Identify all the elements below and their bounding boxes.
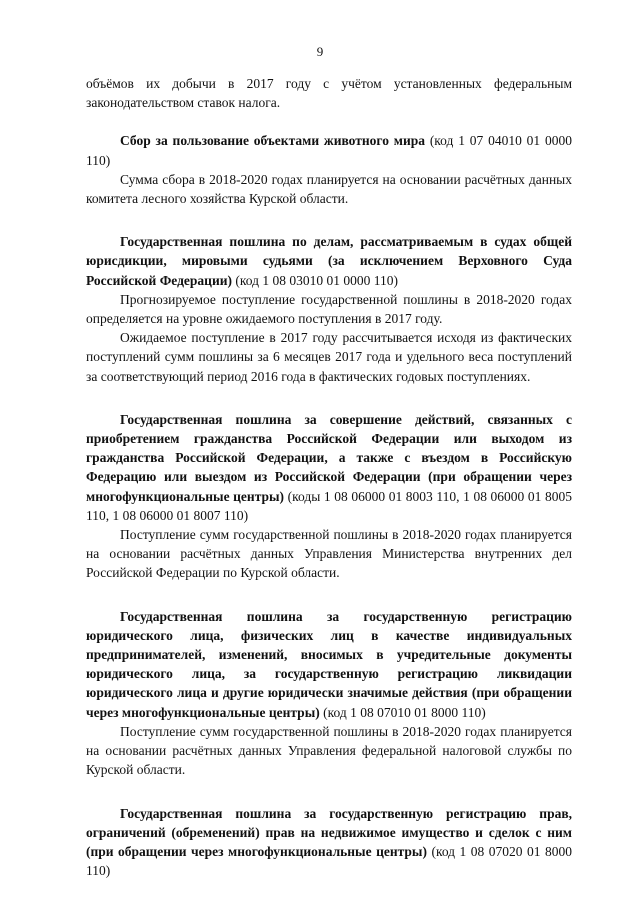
section-wildlife-fee [86,131,572,208]
section-heading-paragraph [86,607,572,722]
revenue-code: (код 1 08 07020 01 8000 110) [86,843,572,879]
section-heading: Государственная пошлина по делам, рассматриваемым в судах общей юрисдикции, мировыми судьями (за исключением Верховного Суда Российской Федерации) [86,234,572,288]
revenue-code: (код 1 08 07010 01 8000 110) [319,704,486,720]
section-heading-paragraph [86,804,572,881]
revenue-code: (коды 1 08 06000 01 8003 110, 1 08 06000 01 8005 110, 1 08 06000 01 8007 110) [86,488,572,523]
section-heading: Государственная пошлина за государственную регистрацию юридического лица, физических лиц в качестве индивидуальных предпринимателей, изменений, вносимых в учредительные документы юридического лица, за государственную регистрацию ликвидации юридического лица и другие юридически значимые действия (при обращении через многофункциональные центры) [86,608,572,720]
section-heading: Государственная пошлина за государственную регистрацию прав, ограничений (обременений) прав на недвижимое имущество и сделок с ним (при обращении через многофункциональные центры) [86,805,572,859]
section-heading-paragraph [86,131,572,169]
body-paragraph: Поступление сумм государственной пошлины в 2018-2020 годах планируется на основании расчётных данных Управления Министерства внутренних дел Российской Федерации по Курской области. [86,527,572,581]
section-citizenship-duty [86,410,572,583]
revenue-code: (код 1 08 03010 01 0000 110) [232,272,398,288]
section-heading: Государственная пошлина за совершение действий, связанных с приобретением гражданства Российской Федерации или выходом из гражданства Российской Федерации, а также с въездом в Российскую Федерацию или выездом из Российской Федерации (при обращении через многофункциональные центры) [86,411,572,504]
section-heading-paragraph [86,232,572,290]
section-legal-entity-duty [86,607,572,780]
body-paragraph: Поступление сумм государственной пошлины в 2018-2020 годах планируется на основании расчётных данных Управления федеральной налоговой службы по Курской области. [86,723,572,778]
section-real-estate-duty [86,804,572,881]
intro-paragraph: объёмов их добычи в 2017 году с учётом установленных федеральным законодательством ставок налога. [86,76,572,111]
document-body [86,74,572,880]
body-paragraph: Ожидаемое поступление в 2017 году рассчитывается исходя из фактических поступлений сумм пошлины за 6 месяцев 2017 года и удельного веса поступлений за соответствующий период 2016 года в фактических годовых поступлениях. [86,330,572,384]
body-paragraph: Сумма сбора в 2018-2020 годах планируется на основании расчётных данных комитета лесного хозяйства Курской области. [86,171,572,207]
section-heading: Сбор за пользование объектами животного мира [120,133,425,149]
section-court-duty [86,232,572,386]
section-heading-paragraph [86,410,572,525]
revenue-code: (код 1 07 04010 01 0000 110) [86,133,572,168]
body-paragraph: Прогнозируемое поступление государственной пошлины в 2018-2020 годах определяется на уровне ожидаемого поступления в 2017 году. [86,291,572,327]
page-number: 9 [316,44,324,59]
